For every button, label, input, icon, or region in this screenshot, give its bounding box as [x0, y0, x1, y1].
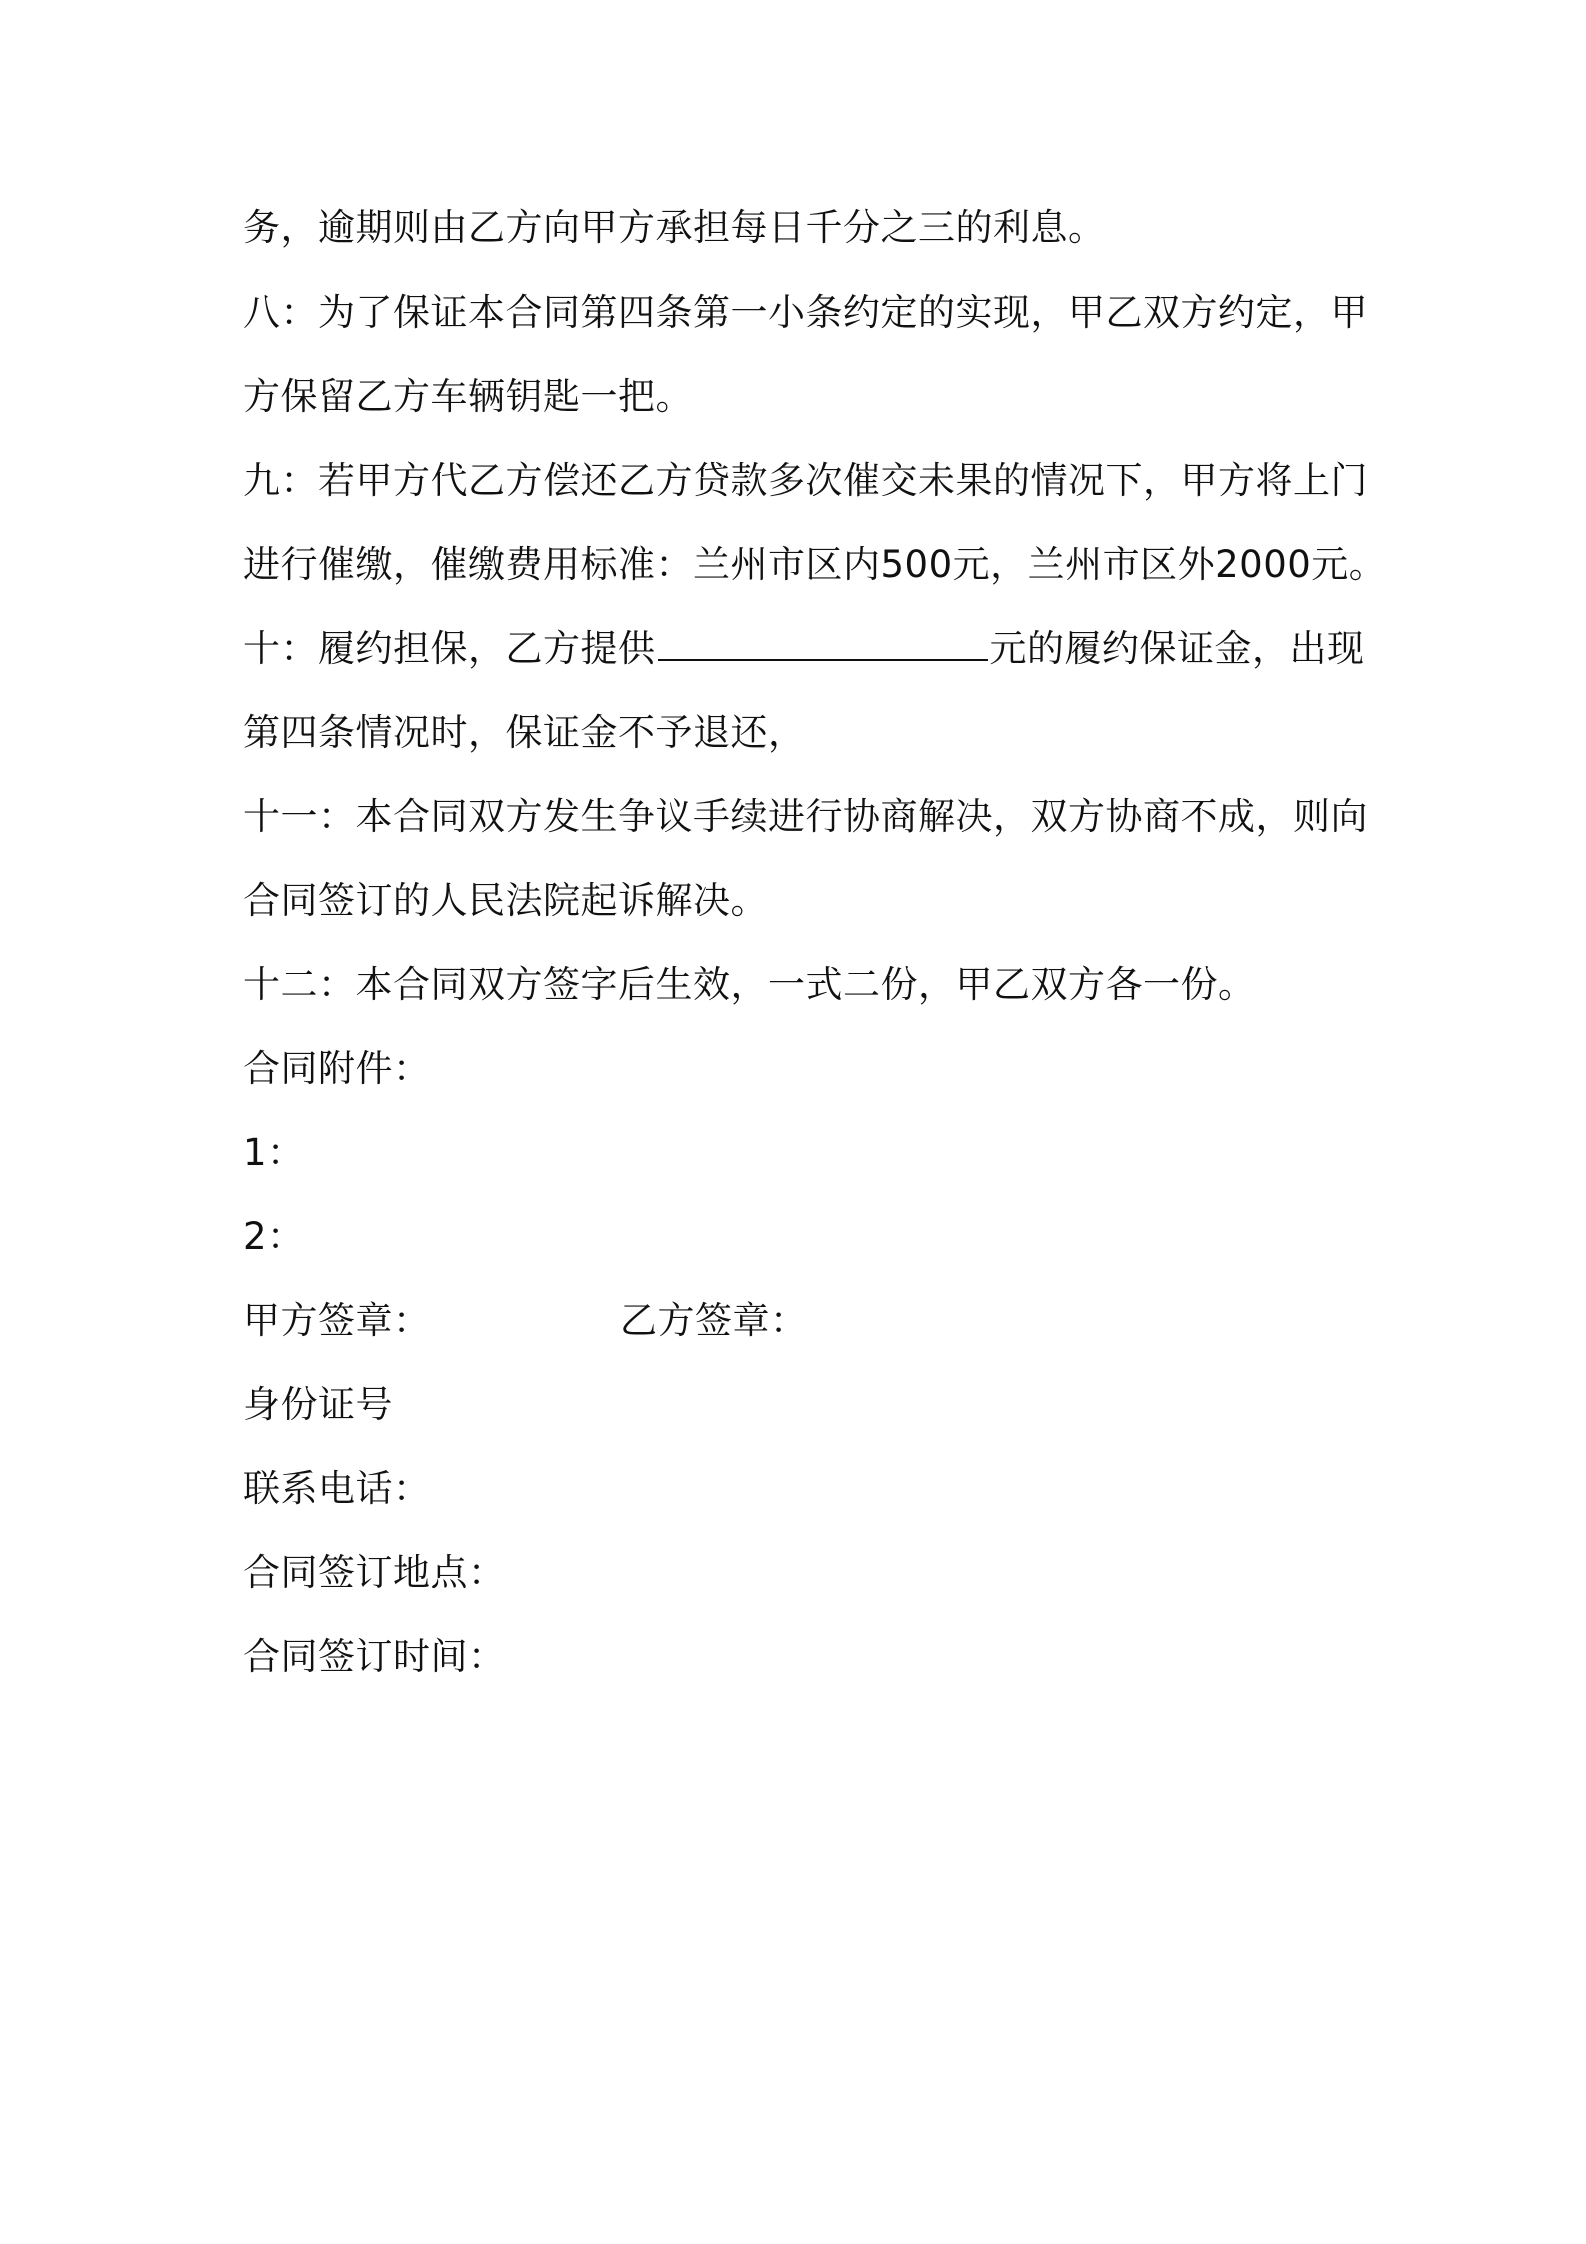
clause-10-after: 元的履约保证金，出现 [989, 627, 1365, 670]
attachments-heading: 合同附件： [243, 1047, 431, 1090]
deposit-amount-blank [658, 625, 988, 661]
paragraph-line: 十一：本合同双方发生争议手续进行协商解决，双方协商不成，则向 [243, 795, 1368, 838]
paragraph-line: 九：若甲方代乙方偿还乙方贷款多次催交未果的情况下，甲方将上门 [243, 459, 1368, 502]
clause-10-line [243, 624, 1365, 674]
paragraph-line: 务，逾期则由乙方向甲方承担每日千分之三的利息。 [243, 206, 1106, 249]
signature-row [243, 1296, 431, 1346]
attachment-item: 1： [243, 1131, 305, 1174]
paragraph-line: 进行催缴，催缴费用标准：兰州市区内500元，兰州市区外2000元。 [243, 543, 1387, 586]
paragraph-line: 合同签订的人民法院起诉解决。 [243, 879, 768, 922]
signing-time-label: 合同签订时间： [243, 1635, 506, 1678]
attachment-item: 2： [243, 1215, 305, 1258]
paragraph-line: 第四条情况时，保证金不予退还， [243, 711, 806, 754]
party-a-signature-label: 甲方签章： [243, 1299, 431, 1342]
id-number-label: 身份证号 [243, 1383, 393, 1426]
paragraph-line: 方保留乙方车辆钥匙一把。 [243, 375, 693, 418]
paragraph-line: 八：为了保证本合同第四条第一小条约定的实现，甲乙双方约定，甲 [243, 291, 1368, 334]
paragraph-line: 十二：本合同双方签字后生效，一式二份，甲乙双方各一份。 [243, 963, 1256, 1006]
signing-place-label: 合同签订地点： [243, 1551, 506, 1594]
party-b-signature-label: 乙方签章： [620, 1299, 808, 1342]
clause-10-before: 十：履约担保，乙方提供 [243, 627, 656, 670]
phone-label: 联系电话： [243, 1467, 431, 1510]
